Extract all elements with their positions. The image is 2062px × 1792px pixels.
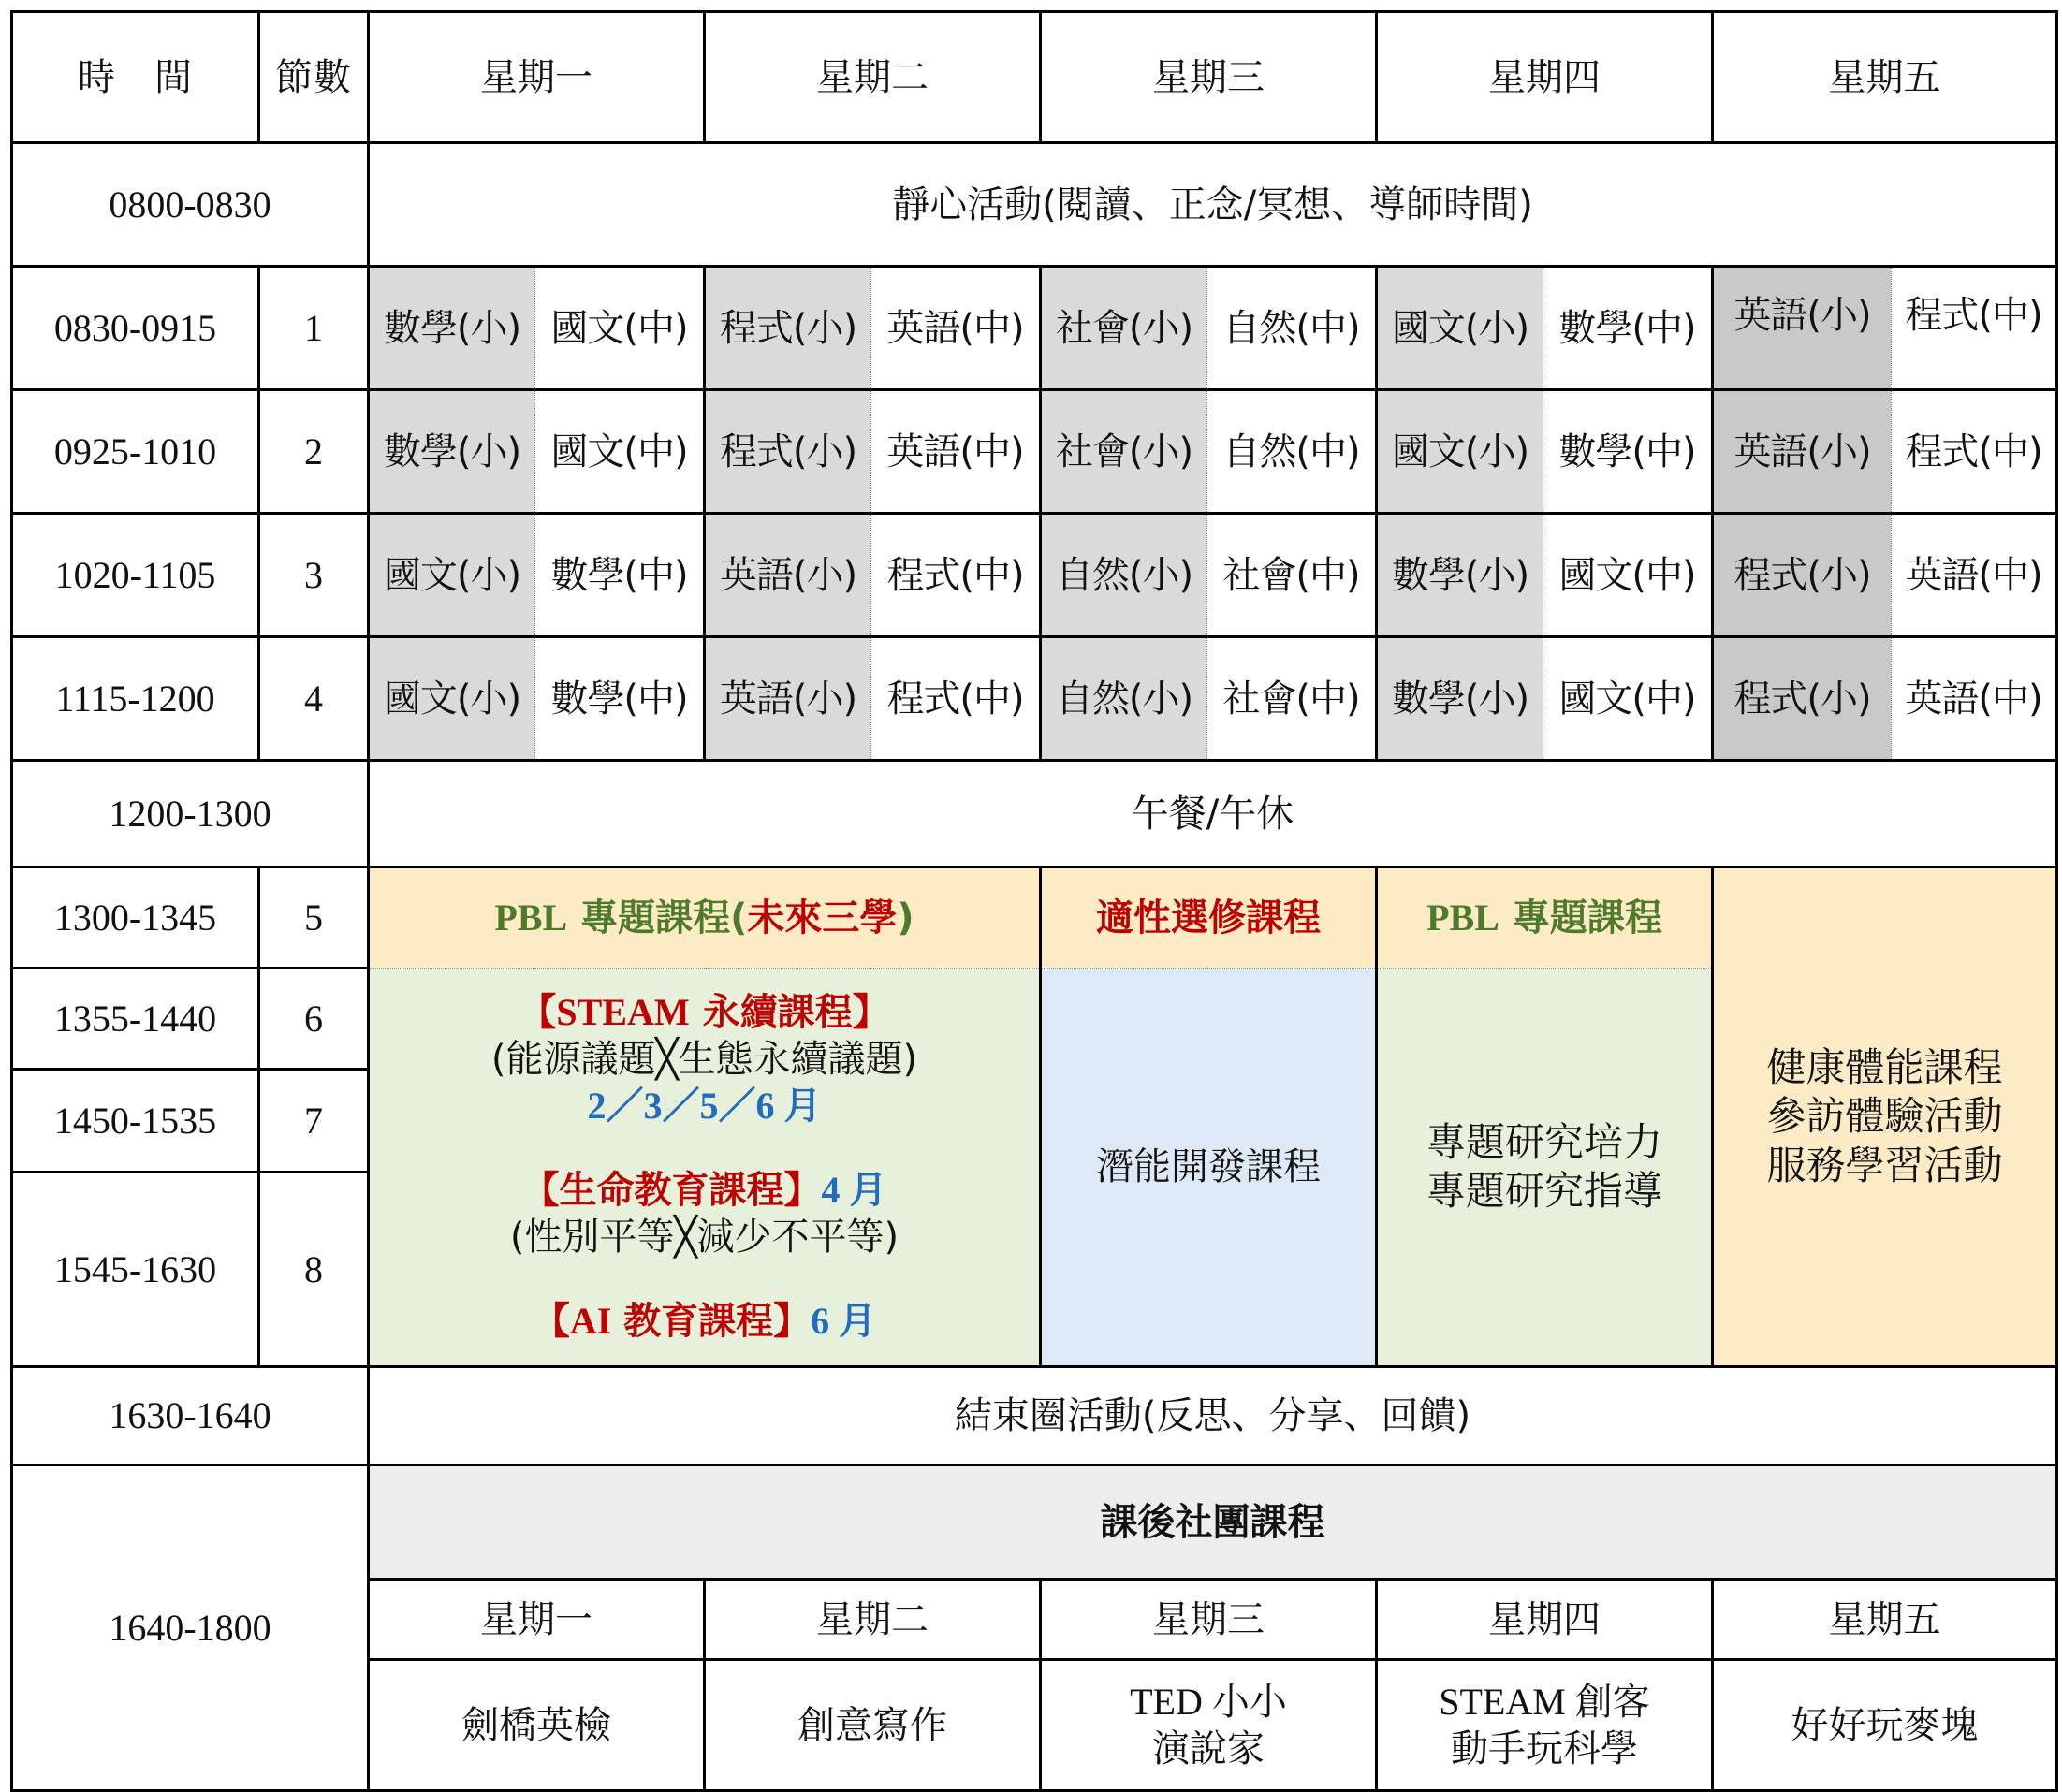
period-time: 1450-1535	[12, 1070, 259, 1173]
subject-cell: 程式(中)	[1892, 267, 2057, 390]
header-thursday: 星期四	[1377, 12, 1713, 143]
clubs-title-row	[12, 1465, 2057, 1580]
clubs-time: 1640-1800	[12, 1465, 369, 1791]
period-number: 5	[259, 867, 369, 969]
lunch-row	[12, 761, 2057, 867]
closing-activity: 結束圈活動(反思、分享、回饋)	[369, 1367, 2057, 1465]
subject-cell: 數學(小)	[369, 390, 535, 514]
subject-cell: 數學(中)	[1543, 390, 1713, 514]
subject-cell: 自然(中)	[1207, 267, 1377, 390]
club-creative-writing: 創意寫作	[705, 1660, 1041, 1791]
period-row	[12, 867, 2057, 969]
club-ted-speaker: TED 小小 演說家	[1041, 1660, 1377, 1791]
club-day-tuesday: 星期二	[705, 1580, 1041, 1660]
period-row	[12, 514, 2057, 637]
period-number: 3	[259, 514, 369, 637]
pbl-project-course: PBL 專題課程	[1377, 867, 1713, 969]
subject-cell: 社會(小)	[1041, 390, 1207, 514]
subject-cell: 程式(中)	[1892, 390, 2057, 514]
club-day-wednesday: 星期三	[1041, 1580, 1377, 1660]
period-row	[12, 267, 2057, 390]
period-time: 1020-1105	[12, 514, 259, 637]
morning-row	[12, 143, 2057, 267]
header-friday: 星期五	[1713, 12, 2057, 143]
subject-cell: 程式(小)	[705, 390, 871, 514]
period-number: 6	[259, 969, 369, 1070]
club-day-thursday: 星期四	[1377, 1580, 1713, 1660]
period-time: 1115-1200	[12, 637, 259, 761]
header-row	[12, 12, 2057, 143]
header-monday: 星期一	[369, 12, 705, 143]
header-time: 時 間	[12, 12, 259, 143]
period-time: 1355-1440	[12, 969, 259, 1070]
subject-cell: 英語(小)	[1713, 390, 1892, 514]
header-wednesday: 星期三	[1041, 12, 1377, 143]
friday-activities: 健康體能課程 參訪體驗活動 服務學習活動	[1713, 867, 2057, 1367]
club-steam-maker: STEAM 創客 動手玩科學	[1377, 1660, 1713, 1791]
period-time: 0830-0915	[12, 267, 259, 390]
clubs-title: 課後社團課程	[369, 1465, 2057, 1580]
potential-development-course: 潛能開發課程	[1041, 969, 1377, 1367]
morning-time: 0800-0830	[12, 143, 369, 267]
closing-row	[12, 1367, 2057, 1465]
subject-cell: 英語(中)	[871, 390, 1041, 514]
subject-cell: 英語(小)	[705, 637, 871, 761]
header-period: 節數	[259, 12, 369, 143]
subject-cell: 程式(中)	[871, 637, 1041, 761]
subject-cell: 程式(小)	[1713, 637, 1892, 761]
subject-cell: 程式(中)	[871, 514, 1041, 637]
subject-cell: 國文(中)	[1543, 637, 1713, 761]
club-minecraft: 好好玩麥塊	[1713, 1660, 2057, 1791]
period-time: 1300-1345	[12, 867, 259, 969]
subject-cell: 社會(中)	[1207, 637, 1377, 761]
subject-cell: 社會(中)	[1207, 514, 1377, 637]
club-day-monday: 星期一	[369, 1580, 705, 1660]
subject-cell: 英語(小)	[1713, 267, 1892, 390]
subject-cell: 國文(中)	[1543, 514, 1713, 637]
period-time: 0925-1010	[12, 390, 259, 514]
research-course: 專題研究培力 專題研究指導	[1377, 969, 1713, 1367]
subject-cell: 數學(中)	[1543, 267, 1713, 390]
subject-cell: 英語(中)	[1892, 637, 2057, 761]
pbl-future-course: PBL 專題課程(未來三學)	[369, 867, 1041, 969]
lunch-time: 1200-1300	[12, 761, 369, 867]
morning-activity: 靜心活動(閱讀、正念/冥想、導師時間)	[369, 143, 2057, 267]
subject-cell: 國文(小)	[369, 637, 535, 761]
period-row	[12, 637, 2057, 761]
subject-cell: 自然(小)	[1041, 514, 1207, 637]
lunch-activity: 午餐/午休	[369, 761, 2057, 867]
subject-cell: 國文(中)	[535, 267, 705, 390]
subject-cell: 國文(小)	[1377, 390, 1543, 514]
closing-time: 1630-1640	[12, 1367, 369, 1465]
period-number: 8	[259, 1173, 369, 1367]
subject-cell: 數學(小)	[369, 267, 535, 390]
subject-cell: 英語(小)	[705, 514, 871, 637]
subject-cell: 數學(中)	[535, 514, 705, 637]
subject-cell: 國文(小)	[1377, 267, 1543, 390]
club-cambridge-english: 劍橋英檢	[369, 1660, 705, 1791]
period-number: 2	[259, 390, 369, 514]
elective-course: 適性選修課程	[1041, 867, 1377, 969]
subject-cell: 數學(小)	[1377, 637, 1543, 761]
subject-cell: 英語(中)	[871, 267, 1041, 390]
period-number: 1	[259, 267, 369, 390]
subject-cell: 國文(小)	[369, 514, 535, 637]
school-schedule-table	[10, 10, 2058, 1792]
subject-cell: 數學(小)	[1377, 514, 1543, 637]
period-number: 7	[259, 1070, 369, 1173]
subject-cell: 數學(中)	[535, 637, 705, 761]
subject-cell: 自然(中)	[1207, 390, 1377, 514]
subject-cell: 程式(小)	[705, 267, 871, 390]
period-row	[12, 390, 2057, 514]
header-tuesday: 星期二	[705, 12, 1041, 143]
subject-cell: 英語(中)	[1892, 514, 2057, 637]
steam-course-block: 【STEAM 永續課程】 (能源議題╳生態永續議題) 2／3／5／6 月 【生命教育課程】4 月 (性別平等╳減少不平等) 【AI 教育課程】6 月	[369, 969, 1041, 1367]
subject-cell: 社會(小)	[1041, 267, 1207, 390]
subject-cell: 自然(小)	[1041, 637, 1207, 761]
subject-cell: 國文(中)	[535, 390, 705, 514]
subject-cell: 程式(小)	[1713, 514, 1892, 637]
club-day-friday: 星期五	[1713, 1580, 2057, 1660]
period-number: 4	[259, 637, 369, 761]
period-time: 1545-1630	[12, 1173, 259, 1367]
